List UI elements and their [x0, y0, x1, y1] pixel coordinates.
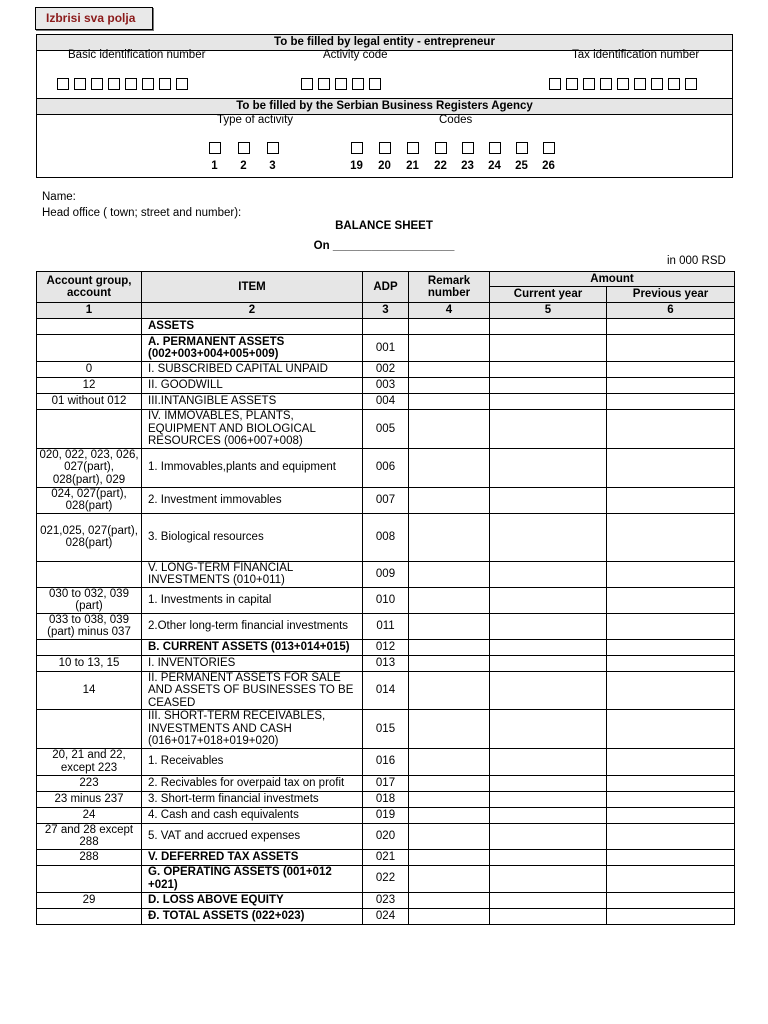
item-cell: II. GOODWILL — [142, 378, 363, 394]
code-box-19[interactable] — [351, 142, 363, 154]
account-cell — [37, 410, 142, 449]
previous-year-input-cell[interactable] — [607, 849, 735, 865]
previous-year-input-cell[interactable] — [607, 394, 735, 410]
account-cell: 0 — [37, 362, 142, 378]
code-number: 20 — [378, 160, 391, 172]
previous-year-input-cell[interactable] — [607, 639, 735, 655]
adp-cell: 020 — [363, 823, 409, 849]
column-number: 3 — [363, 303, 409, 319]
code-box-21[interactable] — [407, 142, 419, 154]
account-cell: 01 without 012 — [37, 394, 142, 410]
item-cell: III.INTANGIBLE ASSETS — [142, 394, 363, 410]
basic-id-digit-4[interactable] — [108, 78, 120, 90]
remark-input-cell[interactable] — [409, 319, 490, 335]
item-cell: 1. Immovables,plants and equipment — [142, 448, 363, 487]
previous-year-input-cell[interactable] — [607, 655, 735, 671]
adp-cell: 009 — [363, 561, 409, 587]
adp-cell: 014 — [363, 671, 409, 710]
column-number: 6 — [607, 303, 735, 319]
previous-year-input-cell[interactable] — [607, 671, 735, 710]
basic-id-label: Basic identification number — [68, 49, 206, 61]
adp-header: ADP — [363, 272, 409, 303]
adp-cell: 018 — [363, 791, 409, 807]
document-title: BALANCE SHEET — [335, 220, 433, 232]
remark-input-cell[interactable] — [409, 775, 490, 791]
remark-input-cell[interactable] — [409, 448, 490, 487]
current-year-input-cell[interactable] — [490, 410, 607, 449]
account-cell: 021,025, 027(part), 028(part) — [37, 513, 142, 561]
previous-year-input-cell[interactable] — [607, 613, 735, 639]
previous-year-input-cell[interactable] — [607, 487, 735, 513]
activity-code-boxes — [301, 78, 381, 90]
remark-input-cell[interactable] — [409, 655, 490, 671]
current-year-input-cell[interactable] — [490, 319, 607, 335]
remark-input-cell[interactable] — [409, 587, 490, 613]
item-cell: I. INVENTORIES — [142, 655, 363, 671]
remark-input-cell[interactable] — [409, 892, 490, 908]
item-cell: 2. Investment immovables — [142, 487, 363, 513]
item-cell: 4. Cash and cash equivalents — [142, 807, 363, 823]
account-cell: 27 and 28 except 288 — [37, 823, 142, 849]
remark-input-cell[interactable] — [409, 865, 490, 892]
currency-note: in 000 RSD — [667, 255, 726, 267]
previous-year-input-cell[interactable] — [607, 791, 735, 807]
tax-id-digit-8[interactable] — [668, 78, 680, 90]
table-row — [37, 319, 735, 335]
remark-input-cell[interactable] — [409, 561, 490, 587]
current-year-header: Current year — [490, 287, 607, 303]
adp-cell: 011 — [363, 613, 409, 639]
account-header: Account group, account — [37, 272, 142, 303]
account-cell: 20, 21 and 22, except 223 — [37, 748, 142, 775]
table-row — [37, 335, 735, 362]
remark-input-cell[interactable] — [409, 791, 490, 807]
account-cell — [37, 710, 142, 749]
adp-cell: 021 — [363, 849, 409, 865]
table-row — [37, 362, 735, 378]
previous-year-input-cell[interactable] — [607, 319, 735, 335]
account-cell: 020, 022, 023, 026, 027(part), 028(part), 029 — [37, 448, 142, 487]
basic-id-digit-2[interactable] — [74, 78, 86, 90]
previous-year-input-cell[interactable] — [607, 823, 735, 849]
activity-type-group — [201, 142, 286, 172]
item-cell: V. LONG-TERM FINANCIAL INVESTMENTS (010+011) — [142, 561, 363, 587]
previous-year-input-cell[interactable] — [607, 748, 735, 775]
previous-year-input-cell[interactable] — [607, 710, 735, 749]
item-cell: 1. Investments in capital — [142, 587, 363, 613]
basic-id-digit-8[interactable] — [176, 78, 188, 90]
account-cell — [37, 908, 142, 924]
column-number: 4 — [409, 303, 490, 319]
current-year-input-cell[interactable] — [490, 448, 607, 487]
code-box-26[interactable] — [543, 142, 555, 154]
column-number: 5 — [490, 303, 607, 319]
item-cell: 1. Receivables — [142, 748, 363, 775]
remark-input-cell[interactable] — [409, 639, 490, 655]
head-office-label: Head office ( town; street and number): — [42, 207, 242, 219]
previous-year-input-cell[interactable] — [607, 587, 735, 613]
adp-cell: 007 — [363, 487, 409, 513]
item-cell: II. PERMANENT ASSETS FOR SALE AND ASSETS OF BUSINESSES TO BE CEASED — [142, 671, 363, 710]
item-cell: ASSETS — [142, 319, 363, 335]
table-row — [37, 613, 735, 639]
current-year-input-cell[interactable] — [490, 513, 607, 561]
current-year-input-cell[interactable] — [490, 613, 607, 639]
activity-code-digit-5[interactable] — [369, 78, 381, 90]
table-row — [37, 587, 735, 613]
item-cell: 3. Biological resources — [142, 513, 363, 561]
table-row — [37, 908, 735, 924]
current-year-input-cell[interactable] — [490, 865, 607, 892]
previous-year-input-cell[interactable] — [607, 561, 735, 587]
activity-code-digit-1[interactable] — [301, 78, 313, 90]
table-row — [37, 410, 735, 449]
previous-year-input-cell[interactable] — [607, 410, 735, 449]
current-year-input-cell[interactable] — [490, 561, 607, 587]
codes-group — [343, 142, 562, 172]
legal-entity-header: To be filled by legal entity - entrepreneur — [37, 35, 732, 51]
activity-type-number: 2 — [240, 160, 247, 172]
remark-input-cell[interactable] — [409, 823, 490, 849]
tax-id-digit-1[interactable] — [549, 78, 561, 90]
code-box-24[interactable] — [489, 142, 501, 154]
previous-year-input-cell[interactable] — [607, 362, 735, 378]
activity-type-number: 1 — [211, 160, 218, 172]
item-cell: V. DEFERRED TAX ASSETS — [142, 849, 363, 865]
table-row — [37, 710, 735, 749]
current-year-input-cell[interactable] — [490, 807, 607, 823]
account-cell: 288 — [37, 849, 142, 865]
table-row — [37, 561, 735, 587]
adp-cell: 015 — [363, 710, 409, 749]
basic-id-digit-5[interactable] — [125, 78, 137, 90]
remark-input-cell[interactable] — [409, 908, 490, 924]
item-cell: B. CURRENT ASSETS (013+014+015) — [142, 639, 363, 655]
balance-date-field[interactable]: On ___________________ — [313, 240, 455, 252]
account-cell: 033 to 038, 039 (part) minus 037 — [37, 613, 142, 639]
remark-input-cell[interactable] — [409, 362, 490, 378]
remark-input-cell[interactable] — [409, 671, 490, 710]
table-row — [37, 671, 735, 710]
table-row — [37, 394, 735, 410]
remark-input-cell[interactable] — [409, 807, 490, 823]
item-cell: 5. VAT and accrued expenses — [142, 823, 363, 849]
code-number: 26 — [542, 160, 555, 172]
previous-year-input-cell[interactable] — [607, 908, 735, 924]
current-year-input-cell[interactable] — [490, 378, 607, 394]
adp-cell: 008 — [363, 513, 409, 561]
code-number: 25 — [515, 160, 528, 172]
item-cell: D. LOSS ABOVE EQUITY — [142, 892, 363, 908]
remark-input-cell[interactable] — [409, 487, 490, 513]
balance-sheet-table — [36, 271, 735, 925]
code-box-23[interactable] — [462, 142, 474, 154]
activity-code-label: Activity code — [323, 49, 388, 61]
activity-type-box-3[interactable] — [267, 142, 279, 154]
account-cell: 223 — [37, 775, 142, 791]
code-number: 22 — [434, 160, 447, 172]
adp-cell: 010 — [363, 587, 409, 613]
activity-type-number: 3 — [269, 160, 276, 172]
current-year-input-cell[interactable] — [490, 710, 607, 749]
item-cell: 2.Other long-term financial investments — [142, 613, 363, 639]
tax-id-label: Tax identification number — [572, 49, 700, 61]
remark-input-cell[interactable] — [409, 613, 490, 639]
current-year-input-cell[interactable] — [490, 892, 607, 908]
code-box-20[interactable] — [379, 142, 391, 154]
item-cell: III. SHORT-TERM RECEIVABLES, INVESTMENTS AND CASH (016+017+018+019+020) — [142, 710, 363, 749]
basic-id-digit-7[interactable] — [159, 78, 171, 90]
adp-cell: 019 — [363, 807, 409, 823]
basic-id-digit-3[interactable] — [91, 78, 103, 90]
item-cell: 3. Short-term financial investmets — [142, 791, 363, 807]
previous-year-input-cell[interactable] — [607, 378, 735, 394]
adp-cell: 022 — [363, 865, 409, 892]
remark-input-cell[interactable] — [409, 394, 490, 410]
tax-id-boxes — [549, 78, 697, 90]
item-cell: A. PERMANENT ASSETS (002+003+004+005+009) — [142, 335, 363, 362]
adp-cell: 002 — [363, 362, 409, 378]
code-number: 23 — [461, 160, 474, 172]
current-year-input-cell[interactable] — [490, 849, 607, 865]
item-cell: IV. IMMOVABLES, PLANTS, EQUIPMENT AND BIOLOGICAL RESOURCES (006+007+008) — [142, 410, 363, 449]
current-year-input-cell[interactable] — [490, 587, 607, 613]
previous-year-input-cell[interactable] — [607, 807, 735, 823]
previous-year-input-cell[interactable] — [607, 335, 735, 362]
item-cell: Đ. TOTAL ASSETS (022+023) — [142, 908, 363, 924]
previous-year-input-cell[interactable] — [607, 865, 735, 892]
tax-id-digit-2[interactable] — [566, 78, 578, 90]
activity-type-box-1[interactable] — [209, 142, 221, 154]
current-year-input-cell[interactable] — [490, 394, 607, 410]
amount-header: Amount — [490, 272, 735, 287]
table-row — [37, 513, 735, 561]
account-cell: 14 — [37, 671, 142, 710]
tax-id-digit-3[interactable] — [583, 78, 595, 90]
identification-panel — [36, 34, 733, 178]
previous-year-input-cell[interactable] — [607, 892, 735, 908]
adp-cell: 016 — [363, 748, 409, 775]
codes-label: Codes — [439, 114, 473, 126]
remark-input-cell[interactable] — [409, 513, 490, 561]
item-cell: 2. Recivables for overpaid tax on profit — [142, 775, 363, 791]
table-row — [37, 823, 735, 849]
tax-id-digit-9[interactable] — [685, 78, 697, 90]
adp-cell: 024 — [363, 908, 409, 924]
type-of-activity-label: Type of activity — [217, 114, 294, 126]
previous-year-input-cell[interactable] — [607, 448, 735, 487]
adp-cell: 006 — [363, 448, 409, 487]
remark-input-cell[interactable] — [409, 849, 490, 865]
clear-all-fields-button[interactable]: Izbrisi sva polja — [35, 7, 153, 30]
tax-id-digit-4[interactable] — [600, 78, 612, 90]
table-row — [37, 639, 735, 655]
adp-cell: 005 — [363, 410, 409, 449]
current-year-input-cell[interactable] — [490, 791, 607, 807]
adp-cell: 023 — [363, 892, 409, 908]
tax-id-digit-6[interactable] — [634, 78, 646, 90]
basic-id-digit-6[interactable] — [142, 78, 154, 90]
code-box-25[interactable] — [516, 142, 528, 154]
code-number: 19 — [350, 160, 363, 172]
account-cell: 24 — [37, 807, 142, 823]
account-cell — [37, 561, 142, 587]
account-cell: 23 minus 237 — [37, 791, 142, 807]
table-row — [37, 775, 735, 791]
account-cell — [37, 639, 142, 655]
current-year-input-cell[interactable] — [490, 655, 607, 671]
current-year-input-cell[interactable] — [490, 671, 607, 710]
account-cell — [37, 319, 142, 335]
remark-header: Remark number — [409, 272, 490, 303]
current-year-input-cell[interactable] — [490, 775, 607, 791]
previous-year-header: Previous year — [607, 287, 735, 303]
adp-cell: 017 — [363, 775, 409, 791]
current-year-input-cell[interactable] — [490, 335, 607, 362]
current-year-input-cell[interactable] — [490, 487, 607, 513]
account-cell: 10 to 13, 15 — [37, 655, 142, 671]
table-row — [37, 892, 735, 908]
table-row — [37, 748, 735, 775]
table-row — [37, 448, 735, 487]
item-header: ITEM — [142, 272, 363, 303]
remark-input-cell[interactable] — [409, 748, 490, 775]
current-year-input-cell[interactable] — [490, 908, 607, 924]
adp-cell: 004 — [363, 394, 409, 410]
column-number: 2 — [142, 303, 363, 319]
name-label: Name: — [42, 191, 76, 203]
table-row — [37, 378, 735, 394]
table-row — [37, 849, 735, 865]
account-cell: 29 — [37, 892, 142, 908]
activity-code-digit-3[interactable] — [335, 78, 347, 90]
current-year-input-cell[interactable] — [490, 748, 607, 775]
current-year-input-cell[interactable] — [490, 823, 607, 849]
agency-header: To be filled by the Serbian Business Registers Agency — [37, 98, 732, 115]
remark-input-cell[interactable] — [409, 410, 490, 449]
adp-cell — [363, 319, 409, 335]
code-box-22[interactable] — [435, 142, 447, 154]
account-cell — [37, 335, 142, 362]
item-cell: G. OPERATING ASSETS (001+012 +021) — [142, 865, 363, 892]
remark-input-cell[interactable] — [409, 378, 490, 394]
activity-code-digit-4[interactable] — [352, 78, 364, 90]
account-cell: 030 to 032, 039 (part) — [37, 587, 142, 613]
account-cell: 12 — [37, 378, 142, 394]
basic-id-digit-1[interactable] — [57, 78, 69, 90]
remark-input-cell[interactable] — [409, 335, 490, 362]
account-cell — [37, 865, 142, 892]
column-number: 1 — [37, 303, 142, 319]
basic-id-boxes — [57, 78, 188, 90]
adp-cell: 012 — [363, 639, 409, 655]
item-cell: I. SUBSCRIBED CAPITAL UNPAID — [142, 362, 363, 378]
adp-cell: 013 — [363, 655, 409, 671]
table-row — [37, 865, 735, 892]
previous-year-input-cell[interactable] — [607, 513, 735, 561]
previous-year-input-cell[interactable] — [607, 775, 735, 791]
table-row — [37, 655, 735, 671]
table-row — [37, 487, 735, 513]
table-row — [37, 807, 735, 823]
adp-cell: 003 — [363, 378, 409, 394]
tax-id-digit-7[interactable] — [651, 78, 663, 90]
code-number: 24 — [488, 160, 501, 172]
adp-cell: 001 — [363, 335, 409, 362]
remark-input-cell[interactable] — [409, 710, 490, 749]
code-number: 21 — [406, 160, 419, 172]
tax-id-digit-5[interactable] — [617, 78, 629, 90]
current-year-input-cell[interactable] — [490, 639, 607, 655]
activity-code-digit-2[interactable] — [318, 78, 330, 90]
activity-type-box-2[interactable] — [238, 142, 250, 154]
current-year-input-cell[interactable] — [490, 362, 607, 378]
account-cell: 024, 027(part), 028(part) — [37, 487, 142, 513]
table-row — [37, 791, 735, 807]
